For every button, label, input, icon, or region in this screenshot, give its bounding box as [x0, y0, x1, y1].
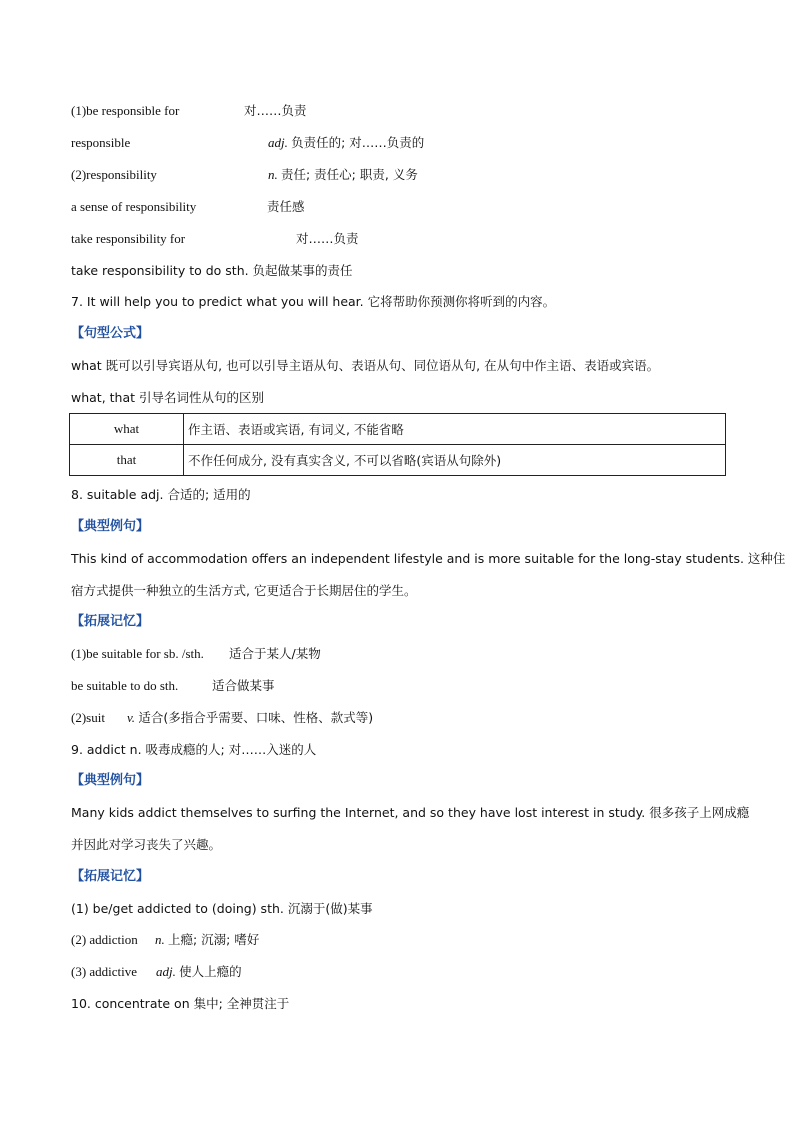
meaning: 上瘾; 沉溺; 嗜好: [168, 932, 260, 947]
line-be-responsible-for: [71, 102, 307, 120]
meaning: 适合做某事: [212, 678, 275, 693]
example-sentence-line-1: This kind of accommodation offers an independent lifestyle and is more suitable for the long-stay students. 这种住: [71, 551, 786, 566]
table-cell-desc: 作主语、表语或宾语, 有词义, 不能省略: [184, 414, 726, 445]
example-sentence-line-2: 宿方式提供一种独立的生活方式, 它更适合于长期居住的学生。: [71, 583, 417, 598]
line-be-suitable-to-do: [71, 677, 275, 695]
heading-sentence-formula: 【句型公式】: [71, 326, 150, 341]
line-responsibility: [71, 166, 418, 184]
difference-title: what, that 引导名词性从句的区别: [71, 390, 265, 405]
phrase: take responsibility for: [71, 231, 186, 246]
comparison-table: [69, 413, 726, 476]
line-sense-of-responsibility: [71, 198, 305, 216]
heading-expand-memory: 【拓展记忆】: [71, 869, 150, 884]
table-row: [70, 414, 726, 445]
line-take-responsibility-for: [71, 230, 359, 248]
table-cell-word: what: [70, 414, 184, 445]
heading-expand-memory: 【拓展记忆】: [71, 614, 150, 629]
part-of-speech: adj.: [156, 964, 176, 979]
line-suit: [71, 709, 374, 727]
example-sentence-line-1: Many kids addict themselves to surfing the Internet, and so they have lost interest in study. 很多孩子上网成瘾: [71, 805, 750, 820]
example-sentence-line-2: 并因此对学习丧失了兴趣。: [71, 837, 222, 852]
phrase: responsible: [71, 135, 131, 150]
part-of-speech: n.: [155, 932, 165, 947]
phrase: (1)be suitable for sb. /sth.: [71, 646, 204, 661]
meaning: 对……负责: [244, 103, 307, 118]
item-8: 8. suitable adj. 合适的; 适用的: [71, 487, 251, 502]
phrase: (1)be responsible for: [71, 103, 180, 118]
meaning: 责任; 责任心; 职责, 义务: [281, 167, 418, 182]
table-cell-desc: 不作任何成分, 没有真实含义, 不可以省略(宾语从句除外): [184, 445, 726, 476]
line-be-addicted-to: (1) be/get addicted to (doing) sth. 沉溺于(做)某事: [71, 901, 373, 916]
item-7: 7. It will help you to predict what you will hear. 它将帮助你预测你将听到的内容。: [71, 294, 556, 309]
formula-text: what 既可以引导宾语从句, 也可以引导主语从句、表语从句、同位语从句, 在从句中作主语、表语或宾语。: [71, 358, 660, 373]
part-of-speech: n.: [268, 167, 278, 182]
phrase: a sense of responsibility: [71, 199, 197, 214]
item-9: 9. addict n. 吸毒成瘾的人; 对……入迷的人: [71, 742, 317, 757]
line-be-suitable-for: [71, 645, 321, 663]
part-of-speech: adj.: [268, 135, 288, 150]
line-addiction: [71, 931, 260, 949]
phrase: (2) addiction: [71, 932, 138, 947]
line-addictive: [71, 963, 242, 981]
heading-typical-example: 【典型例句】: [71, 519, 150, 534]
phrase: be suitable to do sth.: [71, 678, 179, 693]
phrase: (2)responsibility: [71, 167, 157, 182]
meaning: 负责任的; 对……负责的: [291, 135, 425, 150]
phrase: (2)suit: [71, 710, 105, 725]
phrase: (3) addictive: [71, 964, 138, 979]
meaning: 使人上瘾的: [179, 964, 242, 979]
line-responsible: [71, 134, 425, 152]
table-cell-word: that: [70, 445, 184, 476]
meaning: 适合(多指合乎需要、口味、性格、款式等): [138, 710, 374, 725]
table-row: [70, 445, 726, 476]
meaning: 适合于某人/某物: [229, 646, 321, 661]
heading-typical-example: 【典型例句】: [71, 773, 150, 788]
part-of-speech: v.: [127, 710, 136, 725]
meaning: 责任感: [267, 199, 305, 214]
line-take-responsibility-to-do: take responsibility to do sth. 负起做某事的责任: [71, 263, 353, 278]
item-10: 10. concentrate on 集中; 全神贯注于: [71, 996, 290, 1011]
meaning: 对……负责: [296, 231, 359, 246]
